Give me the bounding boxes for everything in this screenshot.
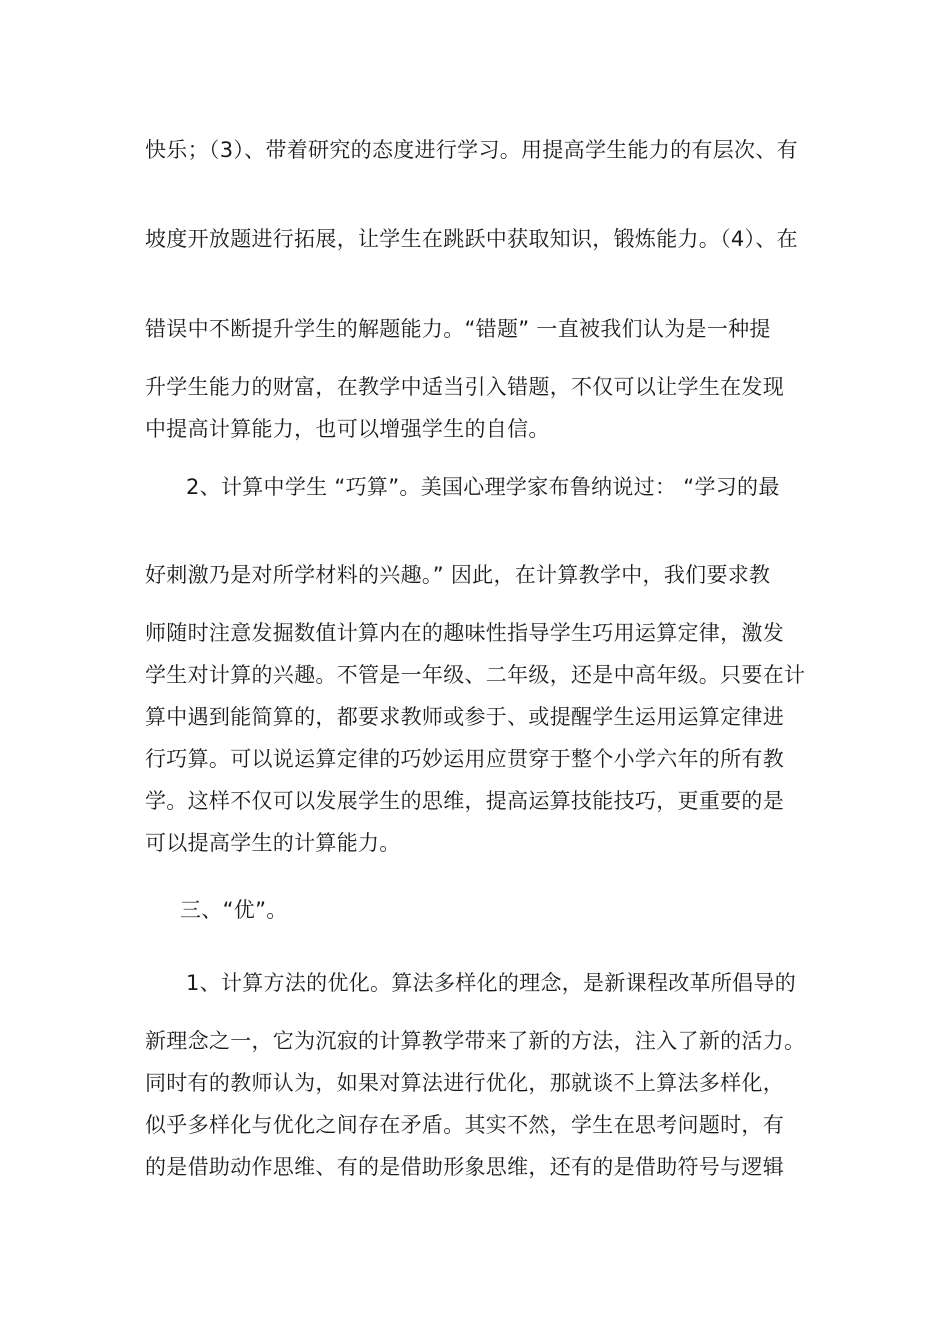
paragraph-line-8: 师随时注意发掘数值计算内在的趣味性指导学生巧用运算定律，激发 (145, 621, 784, 645)
section-3-1-heading-line: 1、计算方法的优化。算法多样化的理念，是新课程改革所倡导的 (186, 971, 797, 995)
paragraph-line-19: 的是借助动作思维、有的是借助形象思维，还有的是借助符号与逻辑 (145, 1155, 784, 1179)
paragraph-line-17: 同时有的教师认为，如果对算法进行优化，那就谈不上算法多样化， (145, 1071, 784, 1095)
paragraph-line-3: 错误中不断提升学生的解题能力。“错题” 一直被我们认为是一种提 (145, 317, 771, 341)
paragraph-line-7: 好刺激乃是对所学材料的兴趣。” 因此，在计算教学中，我们要求教 (145, 563, 771, 587)
section-2-heading-line: 2、计算中学生 “巧算”。美国心理学家布鲁纳说过： “学习的最 (186, 475, 780, 499)
section-3-heading: 三、“优”。 (180, 898, 288, 922)
paragraph-line-10: 算中遇到能简算的，都要求教师或参于、或提醒学生运用运算定律进 (145, 705, 784, 729)
paragraph-line-18: 似乎多样化与优化之间存在矛盾。其实不然，学生在思考问题时，有 (145, 1113, 784, 1137)
paragraph-line-16: 新理念之一，它为沉寂的计算教学带来了新的方法，注入了新的活力。 (145, 1029, 806, 1053)
paragraph-line-9: 学生对计算的兴趣。不管是一年级、二年级，还是中高年级。只要在计 (145, 663, 806, 687)
paragraph-line-12: 学。这样不仅可以发展学生的思维，提高运算技能技巧，更重要的是 (145, 789, 784, 813)
paragraph-line-2: 坡度开放题进行拓展，让学生在跳跃中获取知识，锻炼能力。（4）、在 (145, 227, 798, 251)
paragraph-line-13: 可以提高学生的计算能力。 (145, 831, 401, 855)
paragraph-line-11: 行巧算。可以说运算定律的巧妙运用应贯穿于整个小学六年的所有教 (145, 747, 784, 771)
paragraph-line-1: 快乐；（3）、带着研究的态度进行学习。用提高学生能力的有层次、有 (145, 138, 798, 162)
paragraph-line-4: 升学生能力的财富，在教学中适当引入错题，不仅可以让学生在发现 (145, 375, 784, 399)
paragraph-line-5: 中提高计算能力，也可以增强学生的自信。 (145, 417, 550, 441)
